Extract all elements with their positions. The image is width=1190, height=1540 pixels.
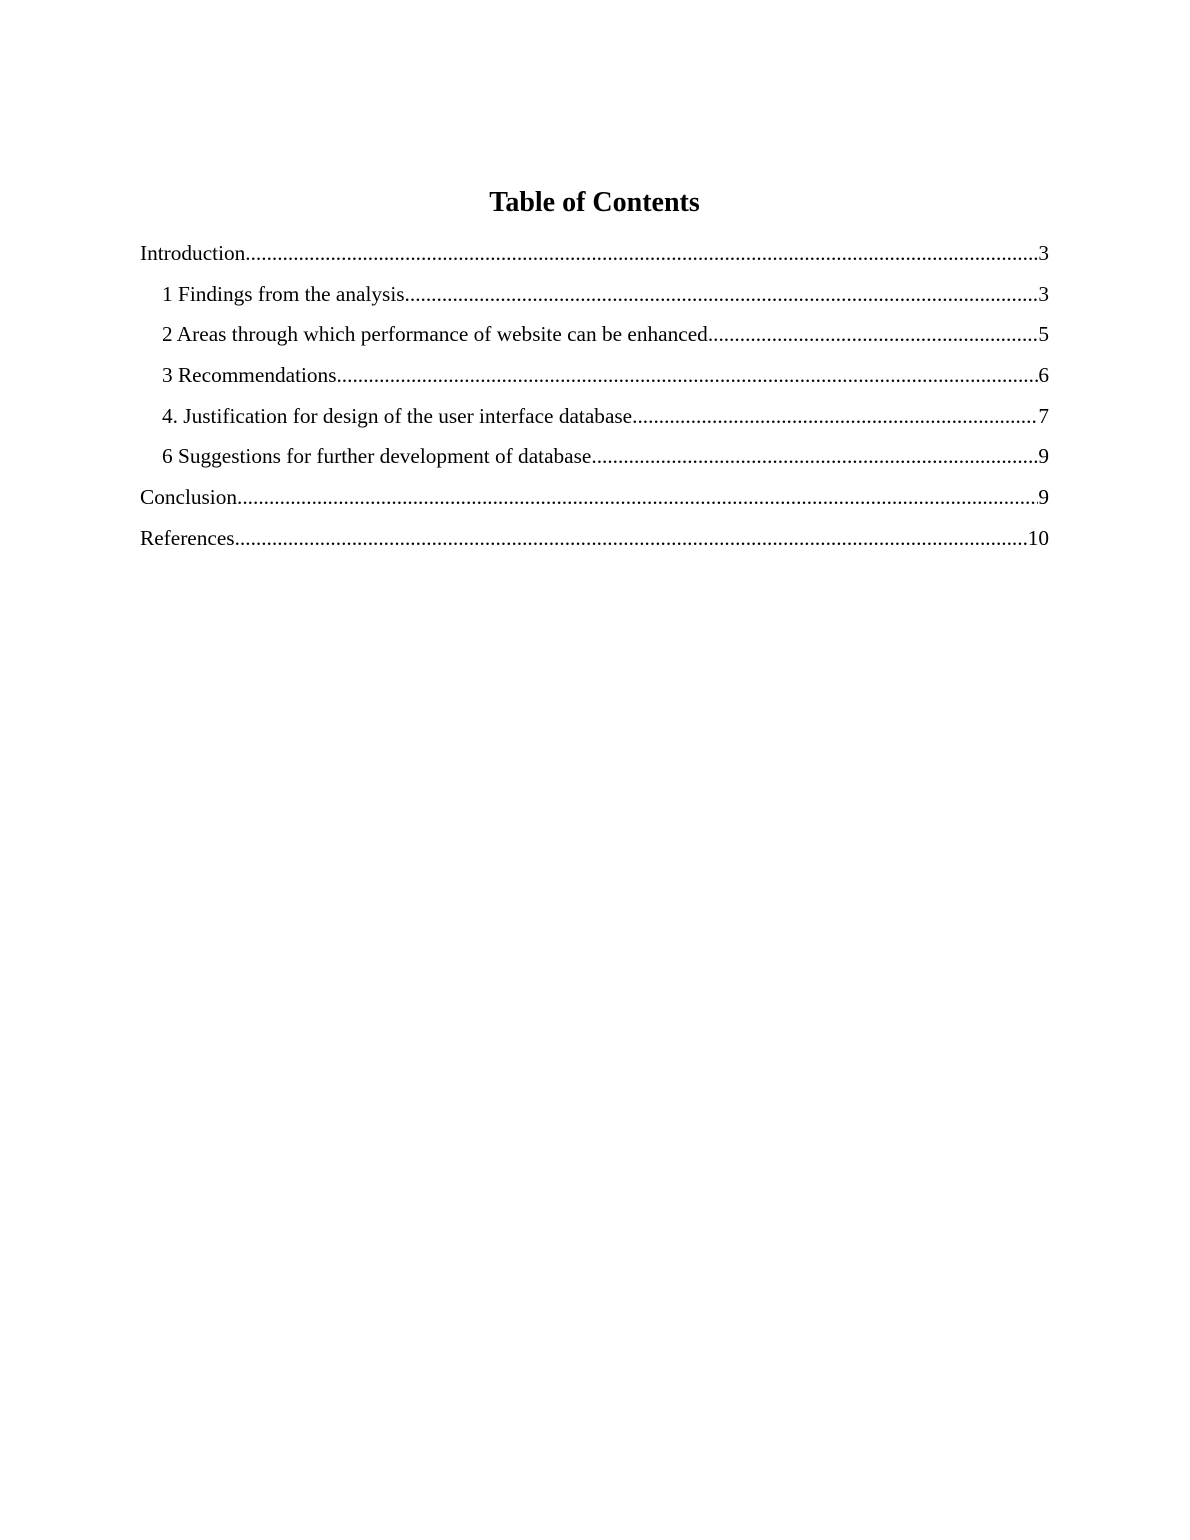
- toc-title: Table of Contents: [489, 187, 700, 218]
- toc-entry-findings[interactable]: [140, 274, 1049, 315]
- toc-entry-recommendations[interactable]: [140, 355, 1049, 396]
- dot-leader: [708, 314, 1039, 355]
- toc-entry-areas[interactable]: [140, 314, 1049, 355]
- toc-entry-introduction[interactable]: [140, 233, 1049, 274]
- toc-entry-page: 9: [1038, 485, 1049, 510]
- dot-leader: [591, 436, 1038, 477]
- toc-entry-page: 6: [1038, 363, 1049, 388]
- toc-entry-label: 3 Recommendations: [162, 363, 337, 388]
- toc-entry-page: 5: [1038, 322, 1049, 347]
- dot-leader: [632, 396, 1038, 437]
- dot-leader: [336, 355, 1038, 396]
- toc-entry-label: Conclusion: [140, 485, 238, 510]
- table-of-contents: [140, 186, 1049, 559]
- toc-entry-label: 1 Findings from the analysis: [162, 281, 405, 306]
- toc-entry-page: 3: [1038, 281, 1049, 306]
- toc-entry-page: 3: [1038, 241, 1049, 265]
- dot-leader: [237, 477, 1038, 518]
- toc-entry-suggestions[interactable]: [140, 436, 1049, 477]
- toc-entry-label: Introduction: [140, 241, 246, 265]
- toc-entry-label: References: [140, 525, 235, 550]
- toc-entry-label: 2 Areas through which performance of website can be enhanced: [162, 322, 708, 347]
- toc-entry-page: 7: [1038, 403, 1049, 428]
- toc-entry-label: 4. Justification for design of the user interface database: [162, 403, 633, 428]
- dot-leader: [235, 518, 1028, 559]
- toc-entry-conclusion[interactable]: [140, 477, 1049, 518]
- dot-leader: [245, 233, 1038, 274]
- toc-entry-page: 10: [1027, 525, 1049, 550]
- toc-entry-references[interactable]: [140, 518, 1049, 559]
- toc-entry-label: 6 Suggestions for further development of database: [162, 444, 592, 469]
- dot-leader: [405, 274, 1039, 315]
- toc-list: [140, 233, 1049, 559]
- toc-entry-page: 9: [1038, 444, 1049, 469]
- toc-entry-justification[interactable]: [140, 396, 1049, 437]
